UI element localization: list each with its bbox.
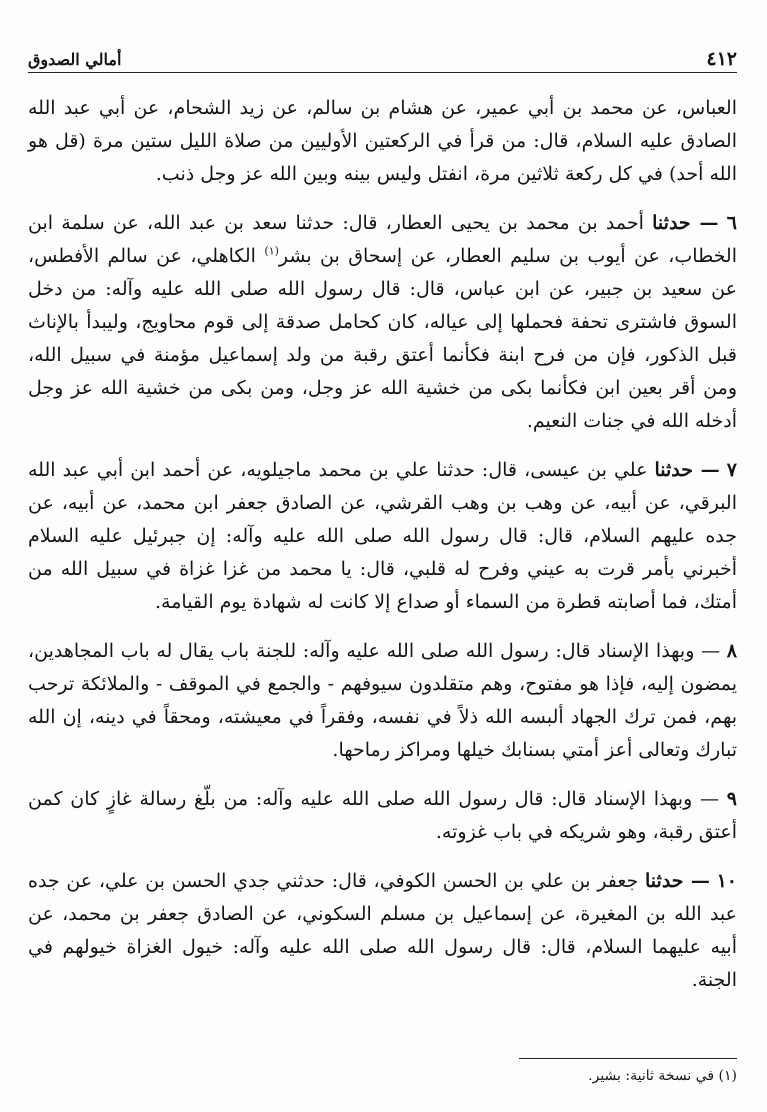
paragraph-text: قال: رسول الله صلى الله عليه وآله: للجنة باب يقال له باب المجاهدين، يمضون إليه، فإذا هو مفتوح، وهم متقلدون سيوفهم - والجمع في الموقف - والملائكة ترحب بهم، فمن ترك الجهاد ألبسه الله ذلاً في نفسه، وفقراً في معيشته، ومحقاً في دينه، إن الله تبارك وتعالى أعز أمتي بسنابك خيلها ومراكز رماحها. <box>28 640 737 761</box>
paragraph-text: العباس، عن محمد بن أبي عمير، عن هشام بن سالم، عن زيد الشحام، عن أبي عبد الله الصادق عليه السلام، قال: من قرأ في الركعتين الأوليين من صلاة الليل ستين مرة (قل هو الله أحد) في كل ركعة ثلاثين مرة، انفتل وليس بينه وبين الله عز وجل ذنب. <box>28 97 737 185</box>
dash-separator: — <box>693 459 720 481</box>
paragraph-text: قال: قال رسول الله صلى الله عليه وآله: من بلّغ رسالة غازٍ كان كمن أعتق رقبة، وهو شريكه في باب غزوته. <box>28 788 737 843</box>
hadith-number: ٧ <box>726 459 737 481</box>
dash-separator: — <box>683 870 710 892</box>
page-number: ٤١٢ <box>706 48 737 70</box>
paragraph-6 <box>28 207 737 438</box>
hadith-number: ٩ <box>726 788 737 810</box>
paragraph-text: أحمد بن محمد بن يحيى العطار، قال: حدثنا سعد بن عبد الله، عن سلمة ابن الخطاب، عن أيوب بن سليم العطار، عن إسحاق بن بشر <box>28 212 737 267</box>
dash-separator: — <box>692 788 720 810</box>
paragraph-8 <box>28 635 737 767</box>
lead-word: حدثنا <box>654 459 694 481</box>
paragraph-10 <box>28 865 737 997</box>
paragraph-text-continued: الكاهلي، عن سالم الأفطس، عن سعيد بن جبير، عن ابن عباس، قال: قال رسول الله صلى الله عليه وآله: من دخل السوق فاشترى تحفة فحملها إلى عياله، كان كحامل صدقة إلى قوم محاويج، وليبدأ بالإناث قبل الذكور، فإن من فرح ابنة فكأنما أعتق رقبة من ولد إسماعيل مؤمنة في سبيل الله، ومن أقر بعين ابن فكأنما بكى من خشية الله عز وجل، ومن بكى من خشية الله عز وجل أدخله الله في جنات النعيم. <box>28 245 737 432</box>
dash-separator: — <box>694 640 721 662</box>
paragraph-9 <box>28 783 737 849</box>
lead-word: حدثنا <box>652 212 691 234</box>
running-title: أمالي الصدوق <box>28 50 122 69</box>
dash-separator: — <box>690 212 719 234</box>
body-text <box>28 92 737 1013</box>
lead-word: وبهذا الإسناد <box>594 788 693 810</box>
footnote: (١) في نسخة ثانية: بشير. <box>588 1068 737 1084</box>
hadith-number: ١٠ <box>716 870 737 892</box>
footnote-reference: (١) <box>264 244 279 258</box>
paragraph-text: علي بن عيسى، قال: حدثنا علي بن محمد ماجيلويه، عن أحمد ابن أبي عبد الله البرقي، عن أبيه، عن وهب بن وهب القرشي، عن الصادق جعفر ابن محمد، عن أبيه، عن جده عليهم السلام، قال: قال رسول الله صلى الله عليه وآله: إن جبرئيل عليه السلام أخبرني بأمر قرت به عيني وفرح له قلبي، قال: يا محمد من غزا غزاة في سبيل الله من أمتك، فما أصابته قطرة من السماء أو صداع إلا كانت له شهادة يوم القيامة. <box>28 459 737 613</box>
footnote-divider <box>519 1058 737 1059</box>
hadith-number: ٨ <box>726 640 738 662</box>
paragraph-continuation <box>28 92 737 191</box>
paragraph-7 <box>28 454 737 619</box>
paragraph-text: جعفر بن علي بن الحسن الكوفي، قال: حدثني جدي الحسن بن علي، عن جده عبد الله بن المغيرة، عن إسماعيل بن مسلم السكوني، عن الصادق جعفر بن محمد، عن أبيه عليهما السلام، قال: قال رسول الله صلى الله عليه وآله: خيول الغزاة خيولهم في الجنة. <box>28 870 737 991</box>
hadith-number: ٦ <box>726 212 737 234</box>
lead-word: وبهذا الإسناد <box>597 640 695 662</box>
lead-word: حدثنا <box>645 870 684 892</box>
page-header <box>28 46 737 73</box>
